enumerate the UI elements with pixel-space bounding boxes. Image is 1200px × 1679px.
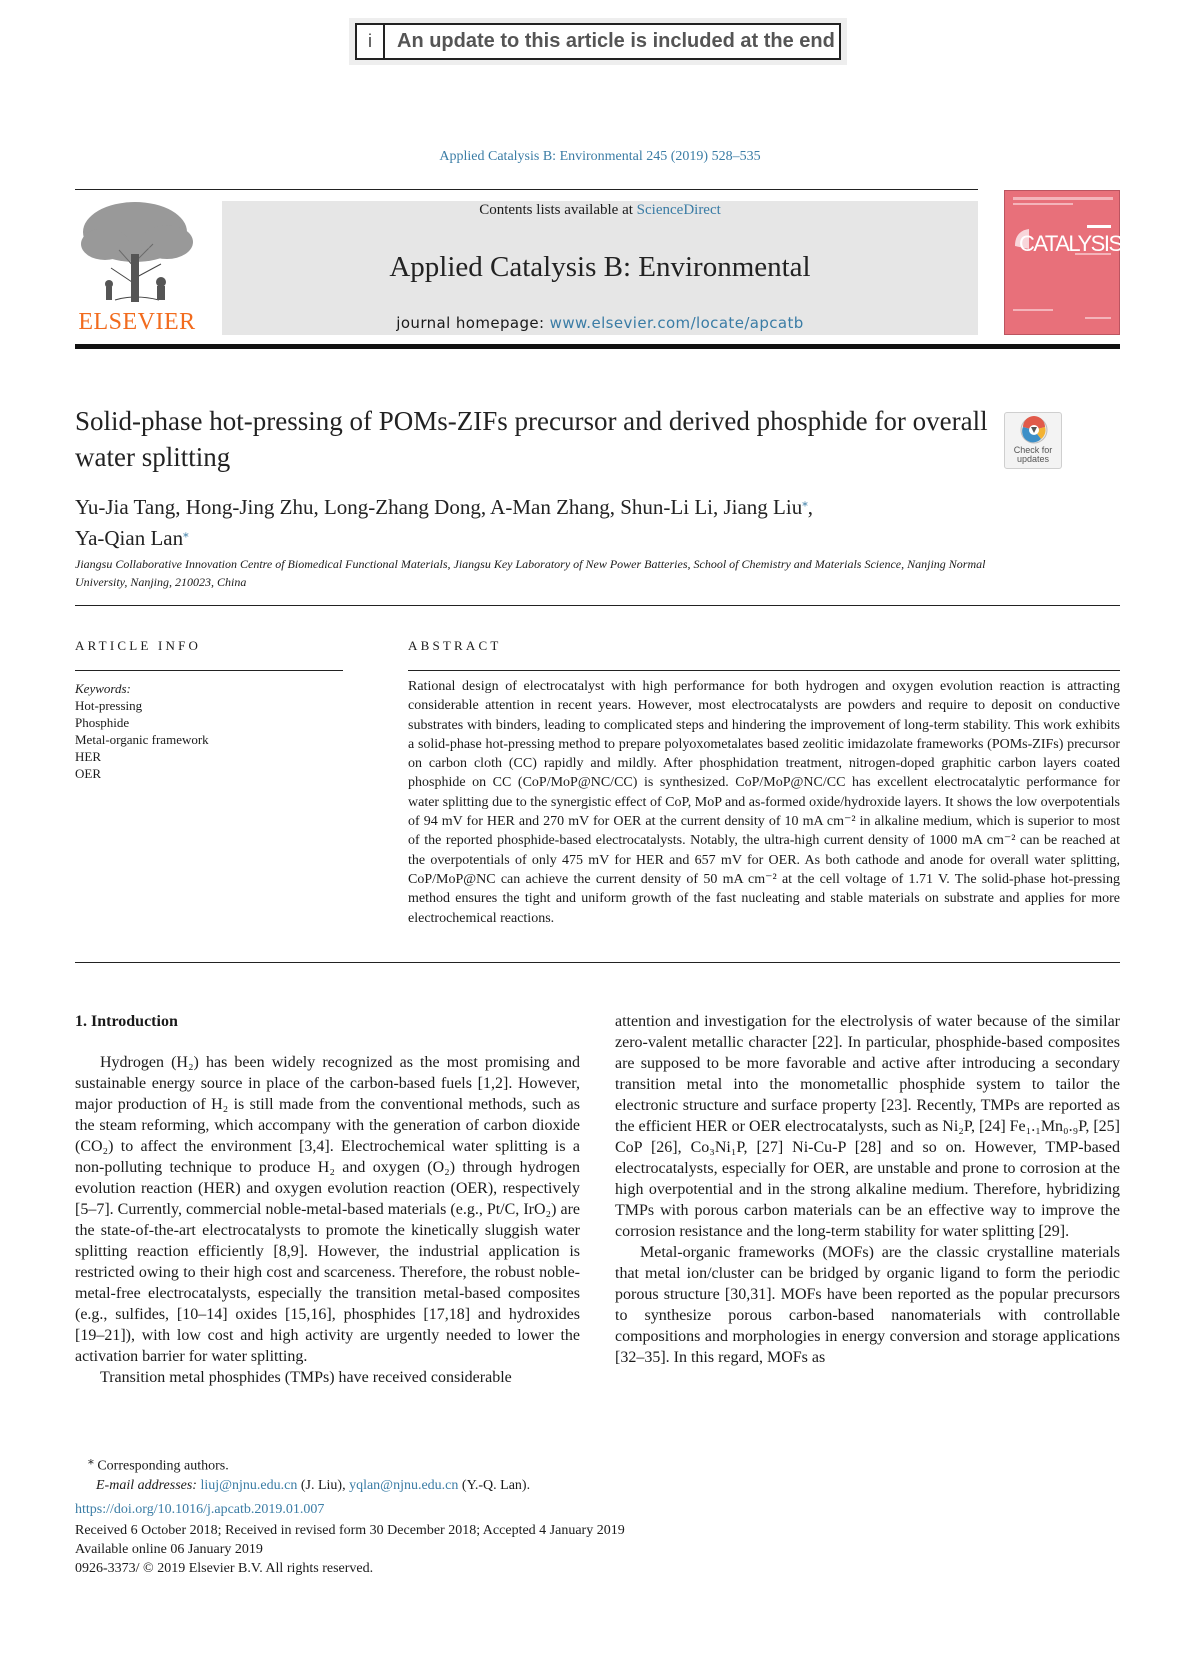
check-updates-line2: updates (1016, 454, 1050, 464)
abstract-end-divider (75, 962, 1120, 963)
body-column-right (615, 1011, 1120, 1368)
email-owner-liu: (J. Liu), (297, 1477, 350, 1493)
intro-paragraph-3: Metal-organic frameworks (MOFs) are the classic crystalline materials that metal ion/cluster can be bridged by organic ligand to form the periodic porous structure [30,31]. MOFs have been reported as the popular precursors to synthesize porous carbon-based nanomaterials with controllable compositions and morphologies in energy conversion and storage applications [32–35]. In this regard, MOFs as (615, 1244, 1120, 1366)
body-column-left (75, 1052, 580, 1388)
corresponding-mark-liu[interactable]: ⁎ (802, 497, 808, 509)
header-divider (75, 189, 978, 190)
authors-line2-text: Ya-Qian Lan (75, 526, 184, 550)
corresponding-mark-lan[interactable]: ⁎ (183, 528, 189, 540)
footnote-corresponding-text: Corresponding authors. (97, 1458, 229, 1474)
keyword-item: Hot-pressing (75, 698, 143, 713)
tree-icon (75, 198, 199, 306)
authors-line1-end: , (807, 495, 813, 519)
corresponding-footnote (88, 1451, 788, 1495)
available-online: Available online 06 January 2019 (75, 1542, 263, 1557)
journal-cover-thumbnail[interactable] (1004, 190, 1120, 335)
publication-history (75, 1521, 625, 1578)
journal-name: Applied Catalysis B: Environmental (389, 251, 811, 283)
footnote-corresponding (88, 1451, 788, 1476)
affiliation-divider (75, 605, 1120, 606)
keyword-item: Metal-organic framework (75, 732, 209, 747)
homepage-prefix: journal homepage: (396, 314, 550, 332)
author-list (75, 490, 1015, 552)
article-title: Solid-phase hot-pressing of POMs-ZIFs precursor and derived phosphide for overall water splitting (75, 406, 988, 472)
keyword-item: HER (75, 749, 101, 764)
footnote-emails (88, 1476, 788, 1495)
received-dates: Received 6 October 2018; Received in revised form 30 December 2018; Accepted 4 January 2019 (75, 1523, 625, 1538)
abstract-divider (408, 670, 1120, 671)
keywords-label: Keywords: (75, 681, 131, 696)
check-updates-icon (1005, 413, 1063, 447)
abstract-heading: ABSTRACT (408, 638, 502, 653)
cover-decoration-icon (1005, 191, 1121, 336)
sciencedirect-link[interactable]: ScienceDirect (636, 202, 721, 218)
email-link-lan[interactable]: yqlan@njnu.edu.cn (349, 1477, 459, 1493)
email-link-liu[interactable]: liuj@njnu.edu.cn (200, 1477, 298, 1493)
author-line-1 (75, 490, 1015, 521)
keyword-item: OER (75, 766, 101, 781)
info-icon: i (357, 25, 385, 58)
intro-paragraph-2: Transition metal phosphides (TMPs) have received considerable (100, 1369, 512, 1386)
keywords-block (75, 680, 209, 782)
contents-line (222, 201, 978, 219)
elsevier-logo[interactable] (75, 198, 199, 336)
doi-link[interactable]: https://doi.org/10.1016/j.apcatb.2019.01.007 (75, 1502, 325, 1517)
email-label: E-mail addresses: (96, 1477, 197, 1493)
check-updates-label (1005, 446, 1061, 464)
update-banner[interactable] (349, 18, 847, 65)
masthead-divider (75, 344, 1120, 349)
abstract-text: Rational design of electrocatalyst with high performance for both hydrogen and oxygen evolution reaction is attracting considerable attention in recent years. However, most electrocatalysts are powders and require to deposit on conductive substrates with binders, leading to complicated steps and hindering the improvement of long-term stability. This work exhibits a solid-phase hot-pressing method to prepare polyoxometalates based zeolitic imidazolate frameworks (POMs-ZIFs) precursor on carbon cloth (CC) rapidly and mildly. After phosphidation treatment, nitrogen-doped graphitic carbon layers coated phosphide on CC (CoP/MoP@NC/CC) is synthesized. CoP/MoP@NC/CC has excellent electrocatalytic performance for water splitting due to the synergistic effect of CoP, MoP and as-formed oxide/hydroxide layers. It shows the low overpotentials of 94 mV for HER and 270 mV for OER at the current density of 10 mA cm⁻² in alkaline medium, which is superior to most of the reported phosphide-based electrocatalysts. Notably, the ultra-high current density of 1000 mA cm⁻² can be reached at the overpotentials of only 475 mV for HER and 657 mV for OER. As both cathode and anode for overall water splitting, CoP/MoP@NC can achieve the current density of 50 mA cm⁻² at the cell voltage of 1.71 V. The solid-phase hot-pressing method ensures the tight and uniform growth of the fast nucleating and stable materials on substrate and applies for more electrochemical reactions. (408, 679, 1120, 926)
email-owner-lan: (Y.-Q. Lan). (458, 1477, 531, 1493)
authors-line1-text: Yu-Jia Tang, Hong-Jing Zhu, Long-Zhang Dong, A-Man Zhang, Shun-Li Li, Jiang Liu (75, 495, 803, 519)
intro-paragraph-2-continued: attention and investigation for the electrolysis of water because of the similar zero-valent metallic character [22]. In particular, phosphide-based composites are supposed to be more favorable and active after introducing a secondary transition metal into the monometallic phosphide system to tailor the electronic structure and surface property [23]. Recently, TMPs are reported as the efficient HER or OER electrocatalysts, such as Ni₂P, [24] Fe₁.₁Mn₀.₉P, [25] CoP [26], Co₃Ni₁P, [27] Ni-Cu-P [28] and so on. However, TMP-based electrocatalysts, especially for OER, are unstable and prone to corrosion at the high overpotential and in the strong alkaline medium. Therefore, hybridizing TMPs with porous carbon materials can be an effective way to improve the corrosion resistance and the long-term stability for water splitting [29]. (615, 1013, 1120, 1240)
footnote-mark: ⁎ (88, 1454, 94, 1467)
introduction-heading: 1. Introduction (75, 1013, 178, 1030)
check-updates-line1: Check for (1013, 445, 1053, 455)
update-notice-text[interactable]: An update to this article is included at the end (397, 30, 835, 52)
homepage-line (222, 314, 978, 332)
author-affiliation: Jiangsu Collaborative Innovation Centre of Biomedical Functional Materials, Jiangsu Key Laboratory of New Power Batteries, School of Chemistry and Materials Science, Nanjing Normal University, Nanjing, 210023, China (75, 557, 986, 589)
journal-citation[interactable]: Applied Catalysis B: Environmental 245 (2019) 528–535 (439, 149, 761, 164)
keyword-item: Phosphide (75, 715, 130, 730)
update-notice-box[interactable] (355, 23, 841, 60)
article-info-heading: ARTICLE INFO (75, 638, 202, 653)
contents-prefix: Contents lists available at (479, 202, 637, 218)
article-info-divider (75, 670, 343, 671)
author-line-2 (75, 521, 1015, 552)
intro-paragraph-1: Hydrogen (H₂) has been widely recognized as the most promising and sustainable energy source in place of the carbon-based fuels [1,2]. However, major production of H₂ is still made from the conventional methods, such as the steam reforming, which accompany with the generation of carbon dioxide (CO₂) to affect the environment [3,4]. Electrochemical water splitting is a non-polluting technique to produce H₂ and oxygen (O₂) through hydrogen evolution reaction (HER) and oxygen evolution reaction (OER), respectively [5–7]. Currently, commercial noble-metal-based materials (e.g., Pt/C, IrO₂) are the state-of-the-art electrocatalysts to promote the kinetically sluggish water splitting reaction efficiently [8,9]. However, the industrial application is restricted owing to their high cost and scarceness. Therefore, the robust noble-metal-free electrocatalysts, especially the transition metal-based composites (e.g., sulfides, [10–14] oxides [15,16], phosphides [17,18] and hydroxides [19–21]), with low cost and high activity are urgently needed to lower the activation barrier for water splitting. (75, 1054, 580, 1365)
cover-title: CATALYSIS (1019, 231, 1122, 256)
journal-masthead (222, 201, 978, 335)
homepage-link[interactable]: www.elsevier.com/locate/apcatb (549, 314, 804, 332)
copyright-notice: 0926-3373/ © 2019 Elsevier B.V. All rights reserved. (75, 1561, 374, 1576)
check-for-updates-button[interactable] (1004, 412, 1062, 469)
elsevier-wordmark: ELSEVIER (78, 309, 196, 335)
